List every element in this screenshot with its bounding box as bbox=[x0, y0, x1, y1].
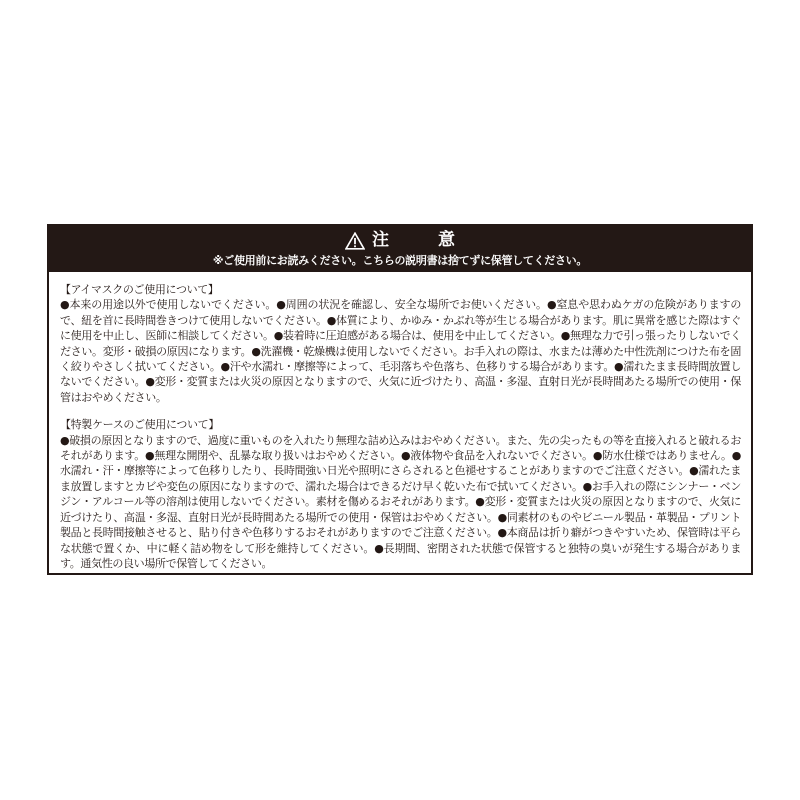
title-row bbox=[49, 226, 751, 254]
eye-mask-section bbox=[60, 282, 741, 405]
notice-body bbox=[49, 272, 751, 571]
warning-triangle-icon bbox=[345, 232, 365, 250]
notice-header bbox=[49, 226, 751, 272]
notice-title: 注 意 bbox=[372, 230, 471, 250]
section-heading: 【アイマスクのご使用について】 bbox=[60, 283, 219, 296]
section-text: ●本来の用途以外で使用しないでください。●周囲の状況を確認し、安全な場所でお使いください。●窒息や思わぬケガの危険がありますので、紐を首に長時間巻きつけて使用しないでください。●体質により、かゆみ・かぶれ等が生じる場合があります。肌に異常を感じた際はすぐに使用を中止し、医師に相談してください。●装着時に圧迫感がある場合は、使用を中止してください。●無理な力で引っ張ったりしないでください。変形・破損の原因になります。●洗濯機・乾燥機は使用しないでください。お手入れの際は、水または薄めた中性洗剤につけた布を固く絞りやさしく拭いてください。●汗や水濡れ・摩擦等によって、毛羽落ちや色落ち、色移りする場合があります。●濡れたまま長時間放置しないでください。●変形・変質または火災の原因となりますので、火気に近づけたり、高温・多湿、直射日光が長時間あたる場所での使用・保管はおやめください。 bbox=[60, 298, 742, 404]
section-text: ●破損の原因となりますので、過度に重いものを入れたり無理な詰め込みはおやめください。また、先の尖ったもの等を直接入れると破れるおそれがあります。●無理な開閉や、乱暴な取り扱いはおやめください。●液体物や食品を入れないでください。●防水仕様ではありません。●水濡れ・汗・摩擦等によって色移りしたり、長時間強い日光や照明にさらされると色褪せすることがありますのでご注意ください。●濡れたまま放置しますとカビや変色の原因になりますので、濡れた場合はできるだけ早く乾いた布で拭いてください。●お手入れの際にシンナー・ベンジン・アルコール等の溶剤は使用しないでください。素材を傷めるおそれがあります。●変形・変質または火災の原因となりますので、火気に近づけたり、高温・多湿、直射日光が長時間あたる場所での使用・保管はおやめください。●同素材のものやビニール製品・革製品・プリント製品と長時間接触させると、貼り付きや色移りするおそれがありますのでご注意ください。●本商品は折り癖がつきやすいため、保管時は平らな状態で置くか、中に軽く詰め物をして形を維持してください。●長期間、密閉された状態で保管すると独特の臭いが発生する場合があります。通気性の良い場所で保管してください。 bbox=[60, 433, 741, 570]
notice-subtitle: ※ご使用前にお読みください。こちらの説明書は捨てずに保管してください。 bbox=[212, 254, 588, 267]
case-section bbox=[60, 417, 741, 571]
caution-notice bbox=[47, 224, 753, 575]
section-heading: 【特製ケースのご使用について】 bbox=[60, 418, 219, 432]
